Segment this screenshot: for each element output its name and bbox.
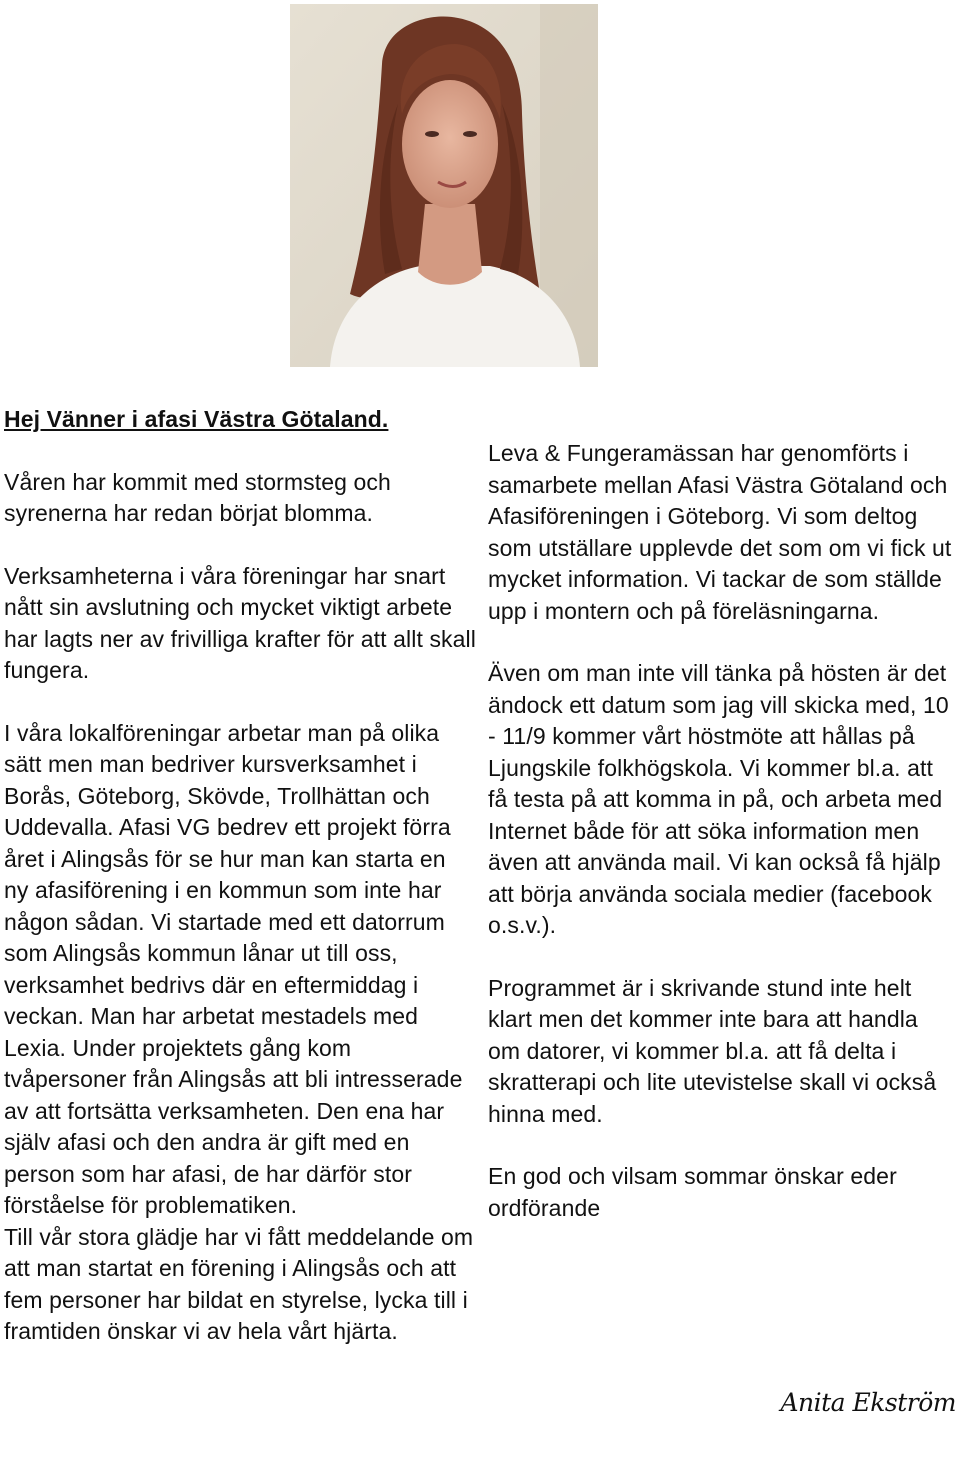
signature: Anita Ekström	[780, 1388, 956, 1417]
paragraph: Även om man inte vill tänka på hösten är det ändock ett datum som jag vill skicka med, 10 - 11/9 kommer vårt höstmöte att hållas på Ljungskile folkhögskola. Vi kommer bl.a. att få testa på att komma in på, och arbeta med Internet både för att söka information men även att använda mail. Vi kan också få hjälp att börja använda sociala medier (facebook o.s.v.).	[488, 660, 949, 938]
greeting-heading: Hej Vänner i afasi Västra Götaland.	[4, 406, 389, 432]
left-column	[4, 404, 476, 1348]
right-column	[488, 438, 956, 1224]
paragraph: Leva & Fungeramässan har genomförts i samarbete mellan Afasi Västra Götaland och Afasiföreningen i Göteborg. Vi som deltog som utställare upplevde det som om vi fick ut mycket information. Vi tackar de som ställde upp i montern och på föreläsningarna.	[488, 440, 952, 624]
paragraph: I våra lokalföreningar arbetar man på olika sätt men man bedriver kursverksamhet i Borås, Göteborg, Skövde, Trollhättan och Uddevalla. Afasi VG bedrev ett projekt förra året i Alingsås för se hur man kan starta en ny afasiförening i en kommun som inte har någon sådan. Vi startade med ett datorrum som Alingsås kommun lånar ut till oss, verksamhet bedrivs där en eftermiddag i veckan. Man har arbetat mestadels med Lexia. Under projektets gång kom tvåpersoner från Alingsås att bli intresserade av att fortsätta verksamheten. Den ena har själv afasi och den andra är gift med en person som har afasi, de har därför stor förståelse för problematiken.	[4, 719, 463, 1218]
paragraph: Till vår stora glädje har vi fått meddelande om att man startat en förening i Alingsås och att fem personer har bildat en styrelse, lycka till i framtiden önskar vi av hela vårt hjärta.	[4, 1223, 474, 1344]
paragraph: Våren har kommit med stormsteg och syrenerna har redan börjat blomma.	[4, 468, 391, 526]
paragraph: Verksamheterna i våra föreningar har snart nått sin avslutning och mycket viktigt arbete har lagts ner av frivilliga krafter för att allt skall fungera.	[4, 562, 476, 683]
portrait-photo	[290, 4, 598, 367]
paragraph: En god och vilsam sommar önskar eder ordförande	[488, 1163, 897, 1221]
paragraph: Programmet är i skrivande stund inte helt klart men det kommer inte bara att handla om datorer, vi kommer bl.a. att få delta i skratterapi och lite utevistelse skall vi också hinna med.	[488, 974, 937, 1127]
